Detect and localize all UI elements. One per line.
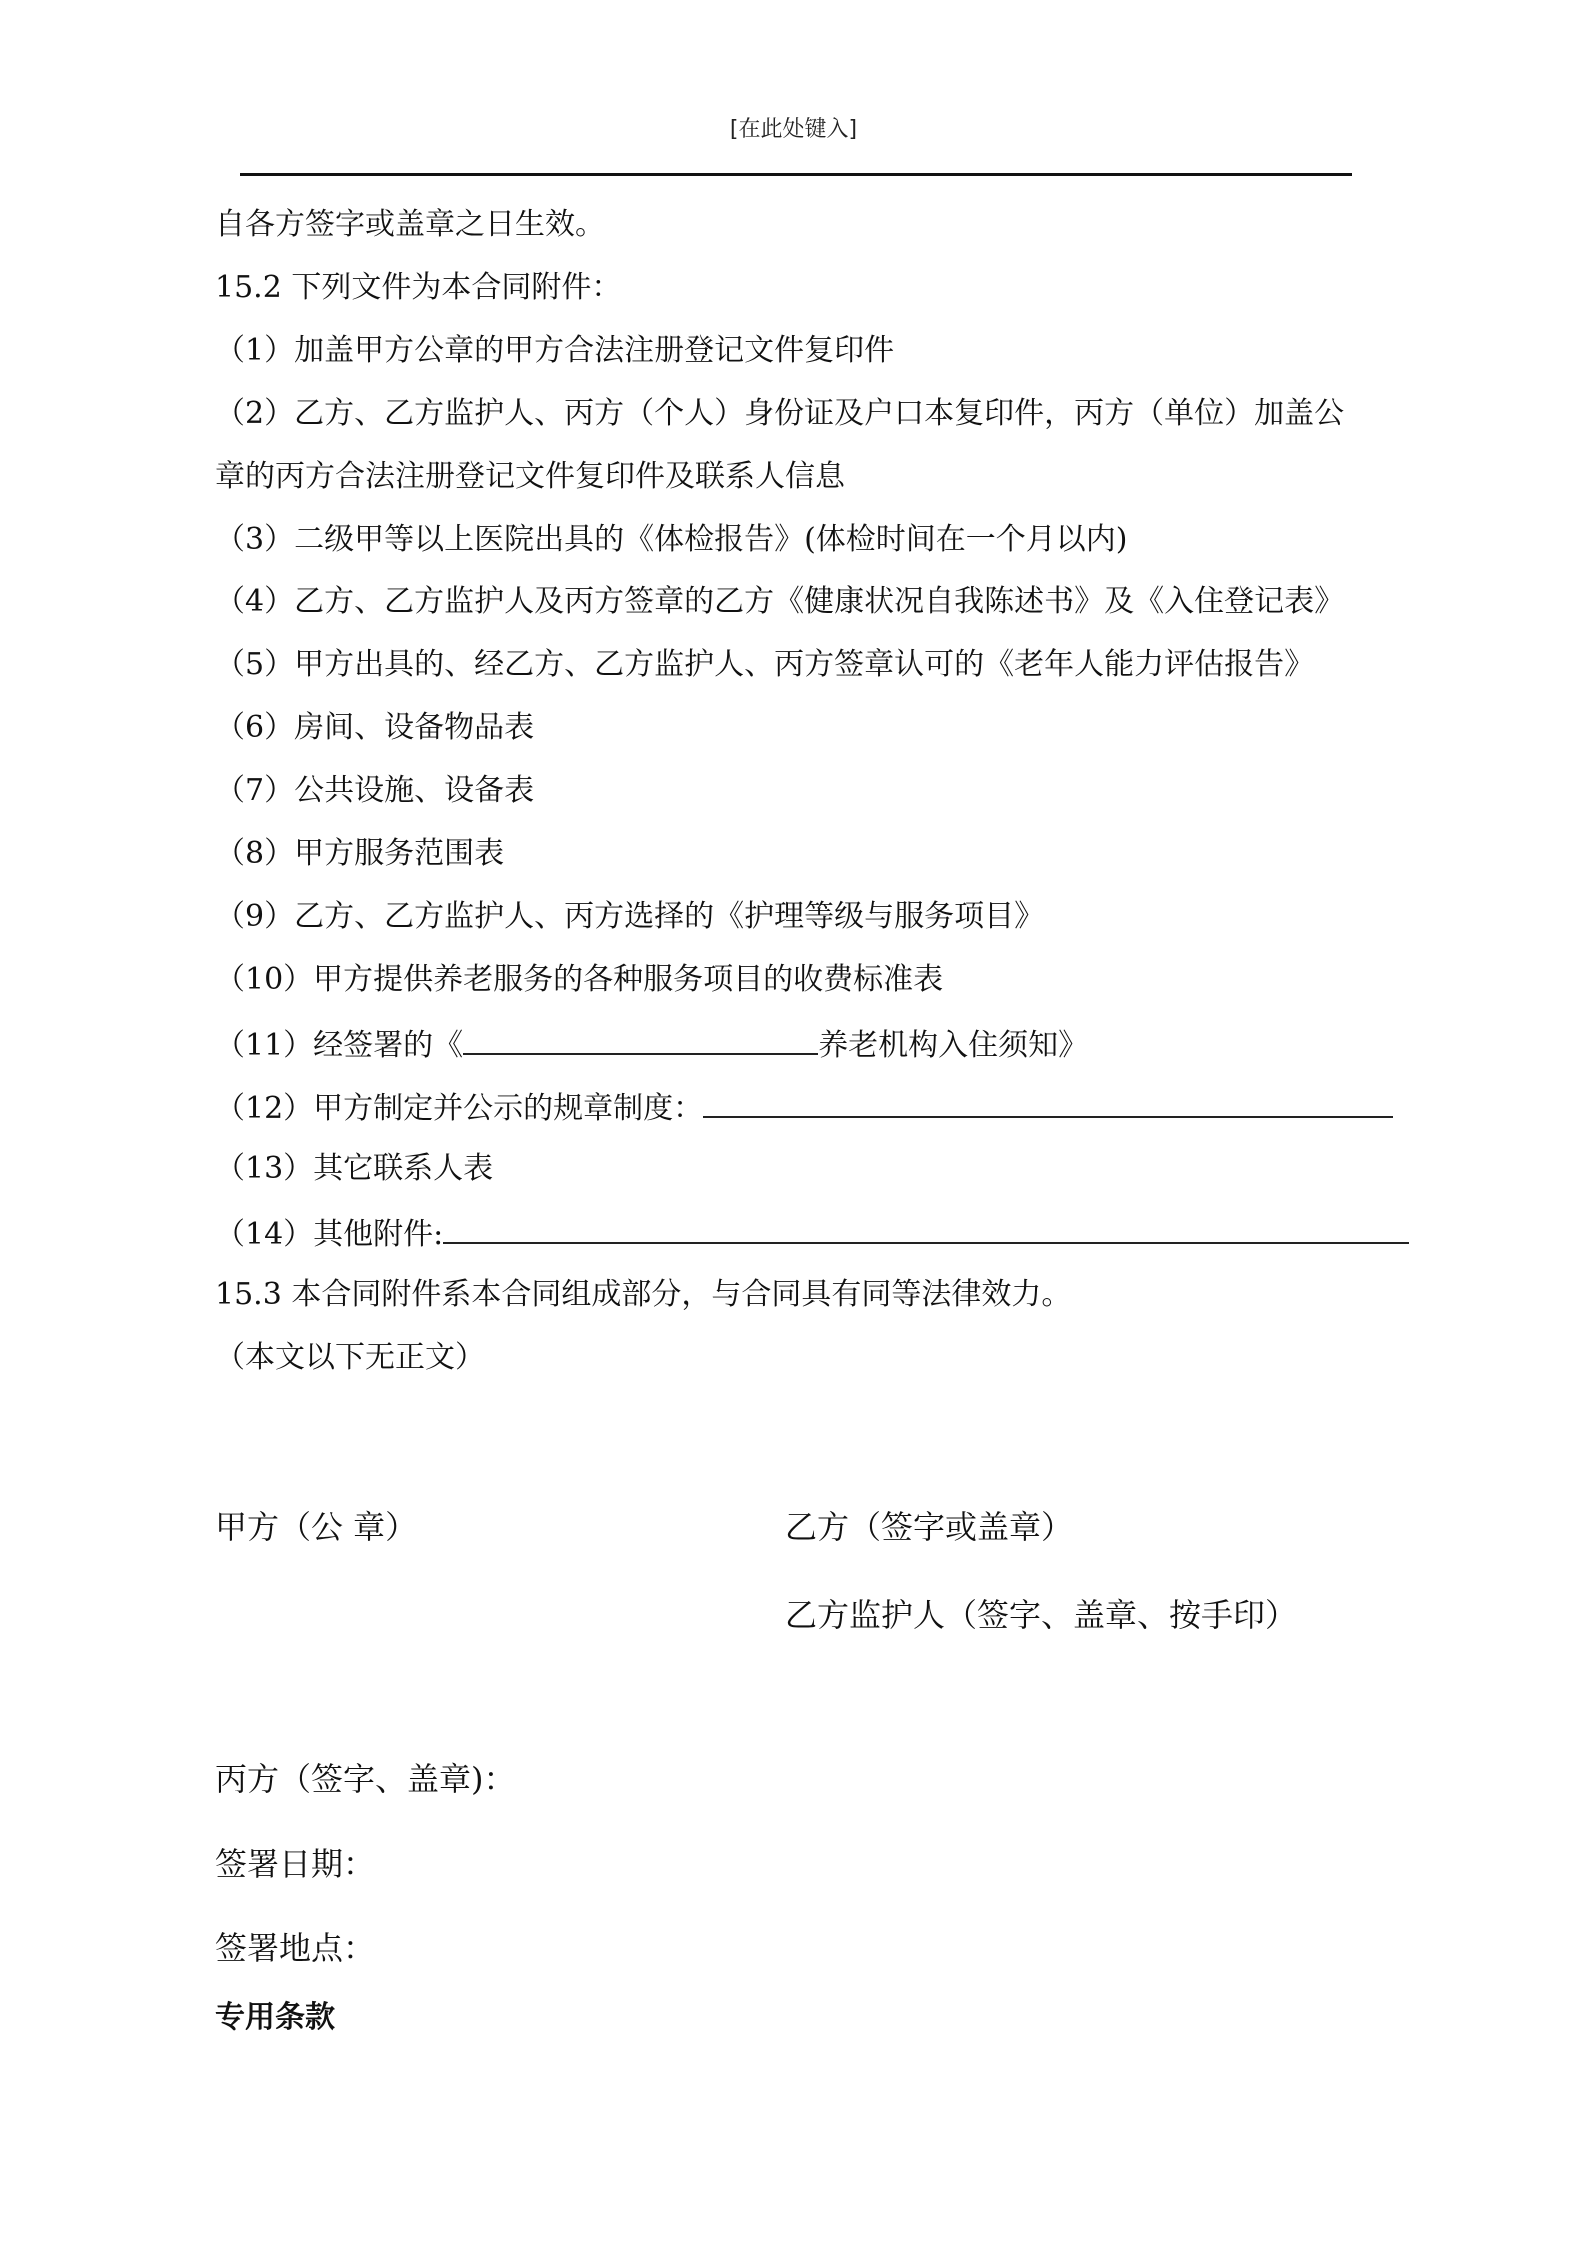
end-of-text-note: （本文以下无正文） (215, 1340, 485, 1375)
attachment-7: （7）公共设施、设备表 (215, 773, 535, 808)
page-header-placeholder: [在此处键入] (729, 117, 858, 142)
attachment-3: （3）二级甲等以上医院出具的《体检报告》(体检时间在一个月以内) (215, 522, 1128, 557)
section-15-3: 15.3 本合同附件系本合同组成部分，与合同具有同等法律效力。 (215, 1277, 1072, 1312)
attachment-14 (215, 1212, 1409, 1255)
attachment-5: （5）甲方出具的、经乙方、乙方监护人、丙方签章认可的《老年人能力评估报告》 (215, 647, 1315, 682)
attachment-14-blank-field[interactable] (443, 1212, 1409, 1244)
attachment-9: （9）乙方、乙方监护人、丙方选择的《护理等级与服务项目》 (215, 899, 1045, 934)
attachment-11-prefix: （11）经签署的《 (215, 1028, 464, 1063)
attachment-8: （8）甲方服务范围表 (215, 836, 505, 871)
attachment-13: （13）其它联系人表 (215, 1151, 494, 1186)
attachment-12-label: （12）甲方制定并公示的规章制度： (215, 1091, 704, 1126)
special-terms-heading: 专用条款 (215, 2000, 335, 2035)
party-b-guardian-signature-label: 乙方监护人（签字、盖章、按手印） (785, 1596, 1298, 1634)
attachment-2-line-2: 章的丙方合法注册登记文件复印件及联系人信息 (215, 459, 845, 494)
attachment-14-label: （14）其他附件: (215, 1217, 444, 1252)
effective-clause: 自各方签字或盖章之日生效。 (215, 207, 605, 242)
party-a-signature-label: 甲方（公 章） (215, 1508, 418, 1546)
attachment-11-suffix: 养老机构入住须知》 (818, 1028, 1089, 1063)
attachment-10: （10）甲方提供养老服务的各种服务项目的收费标准表 (215, 962, 944, 997)
attachment-4: （4）乙方、乙方监护人及丙方签章的乙方《健康状况自我陈述书》及《入住登记表》 (215, 584, 1345, 619)
signing-place-label: 签署地点： (215, 1929, 376, 1967)
attachment-12-blank-field[interactable] (703, 1086, 1393, 1118)
attachment-1: （1）加盖甲方公章的甲方合法注册登记文件复印件 (215, 333, 895, 368)
attachment-6: （6）房间、设备物品表 (215, 710, 535, 745)
signing-date-label: 签署日期： (215, 1845, 376, 1883)
header-divider (240, 173, 1352, 176)
party-b-signature-label: 乙方（签字或盖章） (785, 1508, 1074, 1546)
party-c-signature-label: 丙方（签字、盖章)： (215, 1760, 516, 1798)
attachment-12 (215, 1086, 1393, 1129)
attachment-11 (215, 1023, 1088, 1066)
attachment-11-blank-field[interactable] (463, 1023, 818, 1055)
attachment-2-line-1: （2）乙方、乙方监护人、丙方（个人）身份证及户口本复印件，丙方（单位）加盖公 (215, 396, 1345, 431)
section-15-2: 15.2 下列文件为本合同附件： (215, 270, 622, 305)
